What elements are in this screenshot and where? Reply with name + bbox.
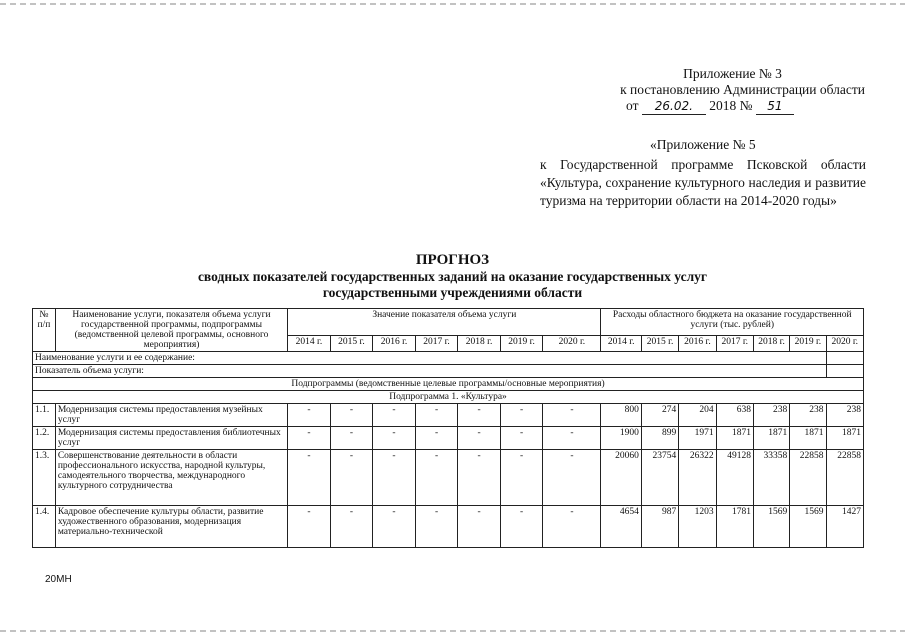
volume-cell: - bbox=[373, 427, 416, 450]
budget-cell: 20060 bbox=[601, 450, 641, 506]
budget-cell: 1569 bbox=[790, 506, 826, 548]
volume-cell: - bbox=[500, 450, 543, 506]
volume-cell: - bbox=[543, 427, 601, 450]
volume-cell: - bbox=[500, 404, 543, 427]
budget-cell: 204 bbox=[679, 404, 716, 427]
indicator-label: Показатель объема услуги: bbox=[33, 365, 827, 378]
header-budget-year: 2015 г. bbox=[641, 336, 678, 352]
appendix-3-title: Приложение № 3 bbox=[683, 66, 782, 81]
volume-cell: - bbox=[458, 506, 501, 548]
budget-cell: 238 bbox=[826, 404, 863, 427]
subprogram-1-label: Подпрограмма 1. «Культура» bbox=[33, 391, 864, 404]
volume-cell: - bbox=[415, 404, 458, 427]
budget-cell: 1203 bbox=[679, 506, 716, 548]
budget-cell: 1871 bbox=[716, 427, 753, 450]
header-num: № п/п bbox=[33, 309, 56, 352]
row-name: Совершенствование деятельности в области профессионального искусства, народной культуры, самодеятельного творчества, международного культурного сотрудничества bbox=[55, 450, 287, 506]
budget-cell: 1569 bbox=[753, 506, 789, 548]
appendix-5-header bbox=[540, 136, 866, 210]
header-name: Наименование услуги, показателя объема услуги государственной программы, подпрограммы (ведомственной целевой программы, основного мероприятия) bbox=[55, 309, 287, 352]
volume-cell: - bbox=[415, 506, 458, 548]
volume-cell: - bbox=[330, 450, 373, 506]
budget-cell: 26322 bbox=[679, 450, 716, 506]
volume-cell: - bbox=[500, 427, 543, 450]
volume-cell: - bbox=[288, 450, 331, 506]
table-row bbox=[33, 404, 864, 427]
scan-edge-bottom bbox=[0, 630, 905, 632]
table-row bbox=[33, 427, 864, 450]
header-volume-year: 2015 г. bbox=[330, 336, 373, 352]
volume-cell: - bbox=[543, 450, 601, 506]
volume-cell: - bbox=[330, 404, 373, 427]
volume-cell: - bbox=[458, 404, 501, 427]
subprograms-row bbox=[33, 378, 864, 391]
appendix-3-header bbox=[560, 66, 865, 115]
budget-cell: 49128 bbox=[716, 450, 753, 506]
title-line-2: сводных показателей государственных заданий на оказание государственных услуг bbox=[197, 269, 708, 284]
budget-cell: 1781 bbox=[716, 506, 753, 548]
appendix-5-body: к Государственной программе Псковской области «Культура, сохранение культурного наследия и развитие туризма на территории области на 2014-2020 годы» bbox=[540, 157, 866, 208]
budget-cell: 1900 bbox=[601, 427, 641, 450]
budget-cell: 899 bbox=[641, 427, 678, 450]
empty-cell bbox=[826, 365, 863, 378]
budget-cell: 22858 bbox=[790, 450, 826, 506]
volume-cell: - bbox=[373, 450, 416, 506]
appendix-3-resolution: к постановлению Администрации области bbox=[620, 82, 865, 97]
volume-cell: - bbox=[288, 506, 331, 548]
volume-cell: - bbox=[288, 427, 331, 450]
document-title bbox=[140, 252, 765, 301]
volume-cell: - bbox=[373, 506, 416, 548]
scan-edge-top bbox=[0, 3, 905, 5]
row-name: Модернизация системы предоставления музейных услуг bbox=[55, 404, 287, 427]
header-budget-year: 2020 г. bbox=[826, 336, 863, 352]
header-volume-year: 2018 г. bbox=[458, 336, 501, 352]
volume-cell: - bbox=[458, 427, 501, 450]
volume-cell: - bbox=[543, 506, 601, 548]
budget-cell: 23754 bbox=[641, 450, 678, 506]
appendix-5-title: «Приложение № 5 bbox=[650, 137, 756, 152]
row-name: Кадровое обеспечение культуры области, развитие художественного образования, модернизация материально-технической bbox=[55, 506, 287, 548]
header-volume-year: 2019 г. bbox=[500, 336, 543, 352]
budget-cell: 987 bbox=[641, 506, 678, 548]
title-line-1: ПРОГНОЗ bbox=[415, 252, 490, 268]
budget-cell: 1971 bbox=[679, 427, 716, 450]
budget-cell: 238 bbox=[790, 404, 826, 427]
header-budget-year: 2017 г. bbox=[716, 336, 753, 352]
budget-cell: 238 bbox=[753, 404, 789, 427]
table-row bbox=[33, 450, 864, 506]
budget-cell: 1871 bbox=[753, 427, 789, 450]
volume-cell: - bbox=[500, 506, 543, 548]
volume-cell: - bbox=[373, 404, 416, 427]
empty-cell bbox=[826, 352, 863, 365]
data-rows bbox=[33, 404, 864, 548]
budget-cell: 800 bbox=[601, 404, 641, 427]
table-row bbox=[33, 506, 864, 548]
handwritten-date: 26.02. bbox=[642, 98, 706, 115]
appendix-3-date-line bbox=[560, 98, 865, 115]
year-text: 2018 № bbox=[709, 98, 753, 113]
header-volume-year: 2020 г. bbox=[543, 336, 601, 352]
budget-cell: 638 bbox=[716, 404, 753, 427]
header-budget-group: Расходы областного бюджета на оказание государственной услуги (тыс. рублей) bbox=[601, 309, 864, 336]
subprograms-label: Подпрограммы (ведомственные целевые программы/основные мероприятия) bbox=[33, 378, 864, 391]
header-volume-year: 2014 г. bbox=[288, 336, 331, 352]
header-budget-year: 2014 г. bbox=[601, 336, 641, 352]
indicator-row bbox=[33, 365, 864, 378]
volume-cell: - bbox=[330, 506, 373, 548]
volume-cell: - bbox=[415, 450, 458, 506]
budget-cell: 22858 bbox=[826, 450, 863, 506]
header-row-groups bbox=[33, 309, 864, 336]
header-budget-year: 2016 г. bbox=[679, 336, 716, 352]
handwritten-number: 51 bbox=[756, 98, 794, 115]
service-name-row bbox=[33, 352, 864, 365]
row-number: 1.2. bbox=[33, 427, 56, 450]
budget-cell: 1427 bbox=[826, 506, 863, 548]
row-name: Модернизация системы предоставления библиотечных услуг bbox=[55, 427, 287, 450]
budget-cell: 33358 bbox=[753, 450, 789, 506]
header-budget-year: 2018 г. bbox=[753, 336, 789, 352]
header-volume-year: 2016 г. bbox=[373, 336, 416, 352]
budget-cell: 1871 bbox=[826, 427, 863, 450]
header-budget-year: 2019 г. bbox=[790, 336, 826, 352]
row-number: 1.3. bbox=[33, 450, 56, 506]
row-number: 1.4. bbox=[33, 506, 56, 548]
footer-code: 20МН bbox=[45, 574, 72, 585]
volume-cell: - bbox=[543, 404, 601, 427]
budget-cell: 4654 bbox=[601, 506, 641, 548]
service-name-label: Наименование услуги и ее содержание: bbox=[33, 352, 827, 365]
header-volume-group: Значение показателя объема услуги bbox=[288, 309, 601, 336]
header-volume-year: 2017 г. bbox=[415, 336, 458, 352]
volume-cell: - bbox=[458, 450, 501, 506]
row-number: 1.1. bbox=[33, 404, 56, 427]
date-prefix: от bbox=[626, 98, 639, 113]
volume-cell: - bbox=[415, 427, 458, 450]
title-line-3: государственными учреждениями области bbox=[322, 285, 583, 300]
volume-cell: - bbox=[330, 427, 373, 450]
budget-cell: 274 bbox=[641, 404, 678, 427]
budget-cell: 1871 bbox=[790, 427, 826, 450]
forecast-table bbox=[32, 308, 864, 548]
subprogram-1-row bbox=[33, 391, 864, 404]
volume-cell: - bbox=[288, 404, 331, 427]
